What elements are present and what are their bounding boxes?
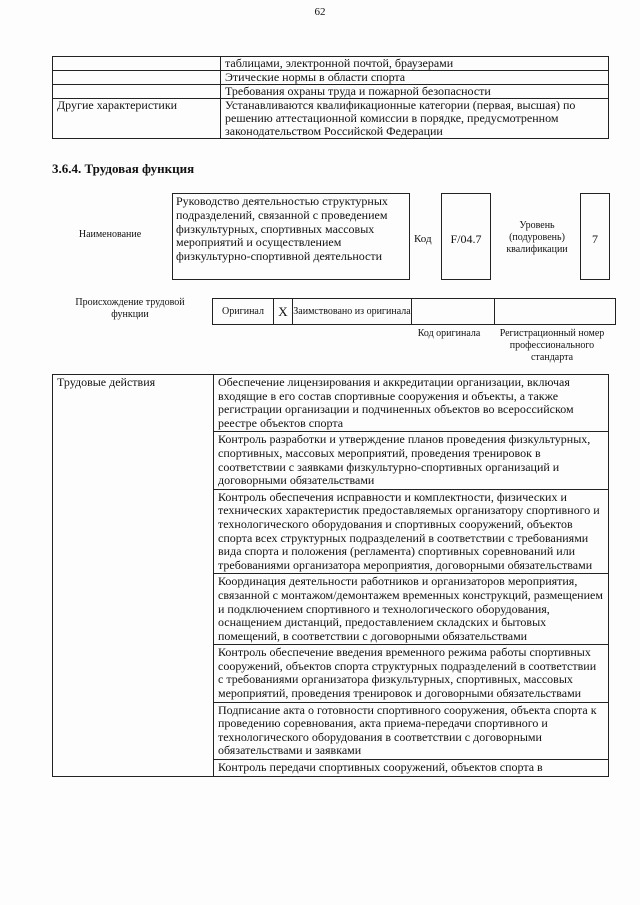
code-label: Код (414, 233, 432, 245)
table-row (53, 57, 609, 71)
table-cell-label (53, 71, 221, 85)
labor-action-item: Контроль обеспечение введения временного режима работы спортивных сооружений, объектов спорта структурных подразделений в соответствии с требованиями организатора физкультурных, спортивных, массовых мероприятий, проведения тренировок и договорными обязательствами (214, 645, 609, 702)
table-row (53, 71, 609, 85)
table-row (53, 99, 609, 139)
labor-action-item: Подписание акта о готовности спортивного сооружения, объекта спорта к проведению соревнования, акта приема-передачи спортивного и технологического оборудования в соответствии с договорными обязательствами и заявками (214, 702, 609, 759)
table-cell-value: Этические нормы в области спорта (221, 71, 609, 85)
table-cell-label: Другие характеристики (53, 99, 221, 139)
table-cell-value: Устанавливаются квалификационные категории (первая, высшая) по решению аттестационной комиссии в порядке, предусмотренном законодательством Российской Федерации (221, 99, 609, 139)
table-cell-label (53, 57, 221, 71)
section-heading: 3.6.4. Трудовая функция (52, 161, 195, 176)
reg-number-cell (495, 299, 616, 325)
labor-action-item: Обеспечение лицензирования и аккредитации организации, включая входящие в его состав спортивные сооружения и объекты, а также регистрации организации и подчиненных объектов во всероссийском реестре объектов спорта (214, 375, 609, 432)
table-row (53, 85, 609, 99)
table-row (53, 375, 609, 432)
borrowed-label: Заимствовано из оригинала (293, 299, 412, 325)
code-original-label: Код оригинала (417, 328, 481, 339)
table-row (213, 299, 616, 325)
characteristics-table (52, 56, 609, 139)
labor-action-item: Контроль разработки и утверждение планов проведения физкультурных, спортивных, массовых мероприятий, проведения тренировок в соответствии с заявками физкультурно-спортивных организаций и договорными обязательствами (214, 432, 609, 489)
function-name-box: Руководство деятельностью структурных подразделений, связанной с проведением физкультурных, спортивных массовых мероприятий и осуществлением физкультурно-спортивной деятельности (172, 193, 410, 280)
function-code-box: F/04.7 (441, 193, 491, 280)
labor-action-item: Координация деятельности работников и организаторов мероприятия, связанной с монтажом/демонтажем временных конструкций, размещением и подключением спортивного и технологического оборудования, оснащением дистанций, предоставлением складских и бытовых помещений, в соответствии с договорными обязательствами (214, 574, 609, 645)
labor-action-item: Контроль обеспечения исправности и комплектности, физических и технических характеристик предоставляемых организатору спортивного и технологического оборудования и спортивных сооружений, объектов спорта всех структурных подразделений в соответствии с требованиями вида спорта и положения (регламента) спортивных соревнований или требованиями организатора мероприятия, договорными обязательствами (214, 489, 609, 574)
table-cell-label (53, 85, 221, 99)
labor-action-item: Контроль передачи спортивных сооружений, объектов спорта в (214, 760, 609, 777)
reg-number-label: Регистрационный номер профессионального стандарта (499, 328, 605, 363)
labor-actions-label: Трудовые действия (53, 375, 214, 777)
code-original-cell (412, 299, 495, 325)
name-label: Наименование (78, 229, 142, 240)
table-cell-value: таблицами, электронной почтой, браузерами (221, 57, 609, 71)
labor-actions-table (52, 374, 609, 777)
origin-table (212, 298, 616, 325)
table-cell-value: Требования охраны труда и пожарной безопасности (221, 85, 609, 99)
original-label: Оригинал (213, 299, 274, 325)
origin-label: Происхождение трудовой функции (75, 297, 185, 320)
qualification-level-label: Уровень (подуровень) квалификации (506, 220, 568, 255)
page-number: 62 (314, 6, 326, 18)
original-mark: X (274, 299, 293, 325)
qualification-level-box: 7 (580, 193, 610, 280)
